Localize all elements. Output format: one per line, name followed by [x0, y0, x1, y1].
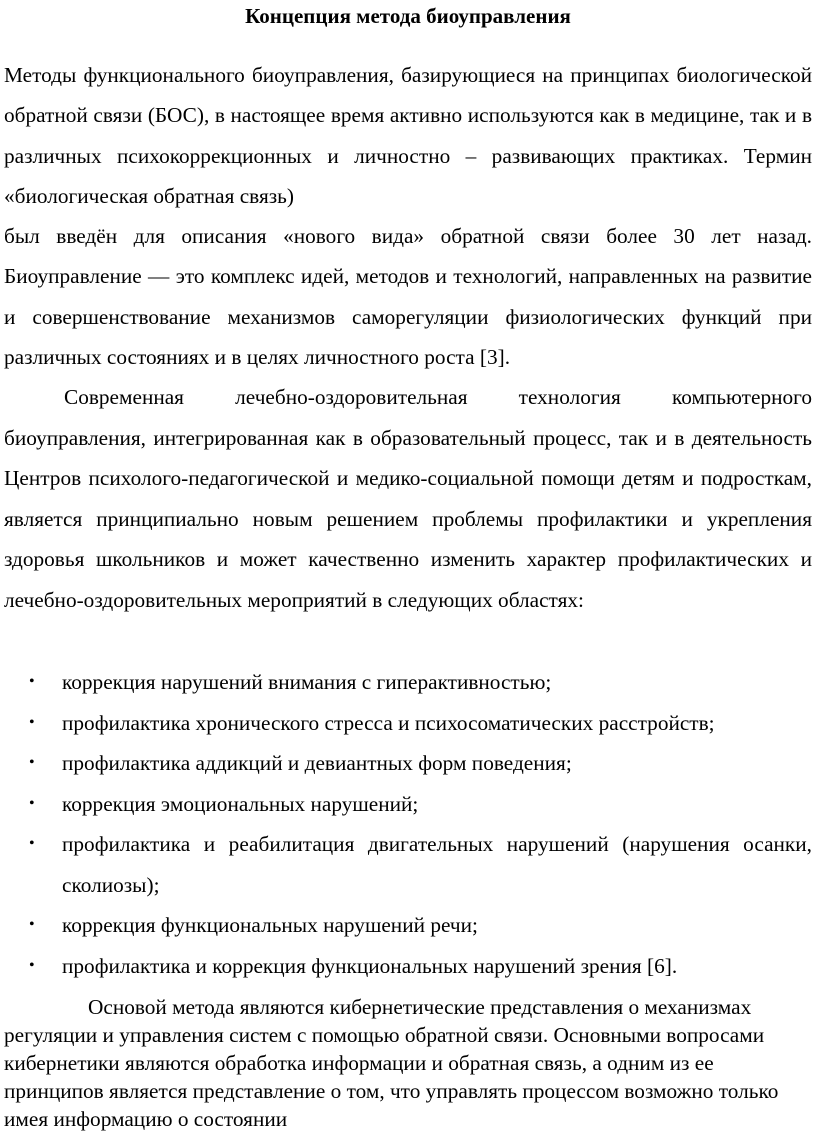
paragraph-intro-part1: Методы функционального биоуправления, базирующиеся на принципах биологической обратной связи (БОС), в настоящее время активно используются как в медицине, так и в различных психокоррекционных и личностно – развивающих практиках. Термин «биологическая обратная связь) [4, 63, 812, 208]
bullet-icon: • [29, 916, 35, 933]
paragraph-technology: Современная лечебно-оздоровительная технология компьютерного биоуправления, интегрированная как в образовательный процесс, так и в деятельность Центров психолого-педагогической и медико-социальной помощи детям и подросткам, является принципиально новым решением проблемы профилактики и укрепления здоровья школьников и может качественно изменить характер профилактических и лечебно-оздоровительных мероприятий в следующих областях: [4, 385, 812, 612]
bullet-icon: • [29, 713, 35, 731]
list-item-text: коррекция функциональных нарушений речи; [62, 913, 478, 937]
paragraph-intro [4, 55, 812, 377]
list-item [0, 703, 812, 744]
application-areas-list [0, 662, 812, 986]
list-item-text: профилактика и реабилитация двигательных нарушений (нарушения осанки, сколиозы); [62, 832, 812, 897]
list-item [0, 743, 812, 784]
bullet-icon: • [29, 754, 35, 771]
list-item [0, 784, 812, 825]
list-item [0, 662, 812, 703]
paragraph-method-basis: Основой метода являются кибернетические представления о механизмах регуляции и управления систем с помощью обратной связи. Основными вопросами кибернетики являются обработка информации и обратная связь, а одним из ее принципов является представление о том, что управлять процессом возможно только имея информацию о состоянии [4, 995, 779, 1131]
bullet-icon: • [29, 794, 35, 812]
bullet-icon: • [29, 835, 35, 852]
bullet-icon: • [29, 956, 35, 974]
list-item-text: профилактика хронического стресса и психосоматических расстройств; [62, 710, 715, 735]
list-item-text: коррекция нарушений внимания с гиперактивностью; [62, 670, 552, 694]
bullet-icon: • [29, 673, 35, 690]
list-item [0, 905, 812, 946]
list-item [0, 946, 812, 987]
paragraph-intro-part2: был введён для описания «нового вида» обратной связи более 30 лет назад. Биоуправление — это комплекс идей, методов и технологий, направленных на развитие и совершенствование механизмов саморегуляции физиологических функций при различных состояниях и в целях личностного роста [3]. [4, 224, 812, 370]
list-item [0, 824, 812, 905]
document-title: Концепция метода биоуправления [245, 4, 571, 28]
list-item-text: профилактика аддикций и девиантных форм поведения; [62, 751, 572, 775]
list-item-text: профилактика и коррекция функциональных нарушений зрения [6]. [62, 953, 678, 978]
list-item-text: коррекция эмоциональных нарушений; [62, 791, 419, 816]
